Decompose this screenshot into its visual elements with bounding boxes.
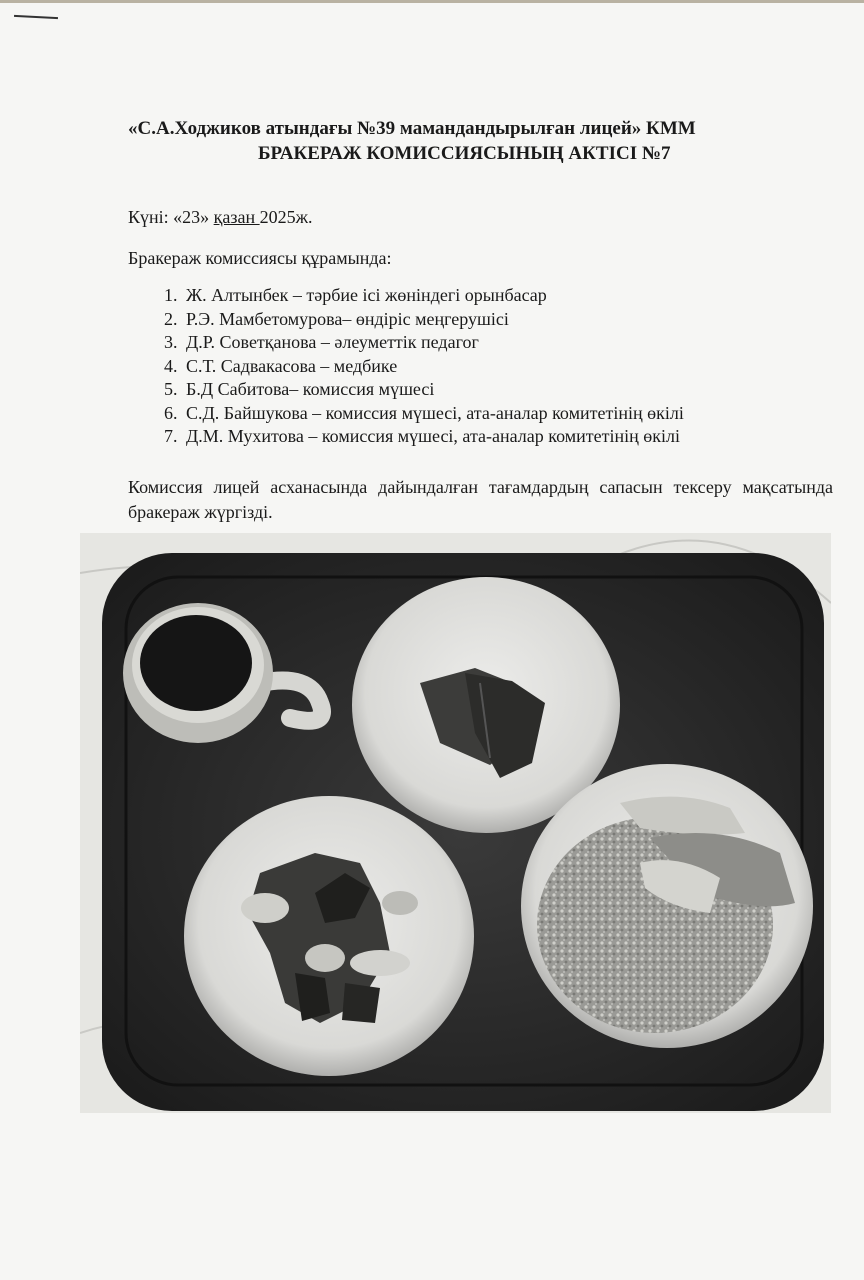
- list-item: 1. Ж. Алтынбек – тәрбие ісі жөніндегі орынбасар: [182, 284, 684, 308]
- inspection-paragraph: Комиссия лицей асханасында дайындалған тағамдардың сапасын тексеру мақсатында бракераж жүргізді.: [128, 477, 833, 522]
- list-item: 5. Б.Д Сабитова– комиссия мүшесі: [182, 378, 684, 402]
- list-item: 7. Д.М. Мухитова – комиссия мүшесі, ата-аналар комитетінің өкілі: [182, 425, 684, 449]
- date-month: қазан: [213, 207, 260, 227]
- commission-intro: Бракераж комиссиясы құрамында:: [128, 248, 392, 268]
- rice-plate: [521, 764, 813, 1048]
- list-item: 2. Р.Э. Мамбетомурова– өндіріс меңгерушісі: [182, 308, 684, 332]
- list-item: 3. Д.Р. Советқанова – әлеуметтік педагог: [182, 331, 684, 355]
- paper-edge: [0, 0, 864, 3]
- date-prefix: Күні: «23»: [128, 207, 214, 227]
- meal-photo: [80, 533, 831, 1113]
- act-date: [128, 207, 313, 228]
- act-title: БРАКЕРАЖ КОМИССИЯСЫНЫҢ АКТІСІ №7: [258, 143, 671, 164]
- commission-members-list: [128, 284, 684, 449]
- date-suffix: 2025ж.: [259, 207, 313, 227]
- salad-plate: [184, 796, 474, 1076]
- pen-mark: [14, 15, 58, 19]
- institution-header: «С.А.Ходжиков атындағы №39 мамандандырылған лицей» КММ: [128, 118, 696, 139]
- list-item: 4. С.Т. Садвакасова – медбике: [182, 355, 684, 379]
- list-item: 6. С.Д. Байшукова – комиссия мүшесі, ата-аналар комитетінің өкілі: [182, 402, 684, 426]
